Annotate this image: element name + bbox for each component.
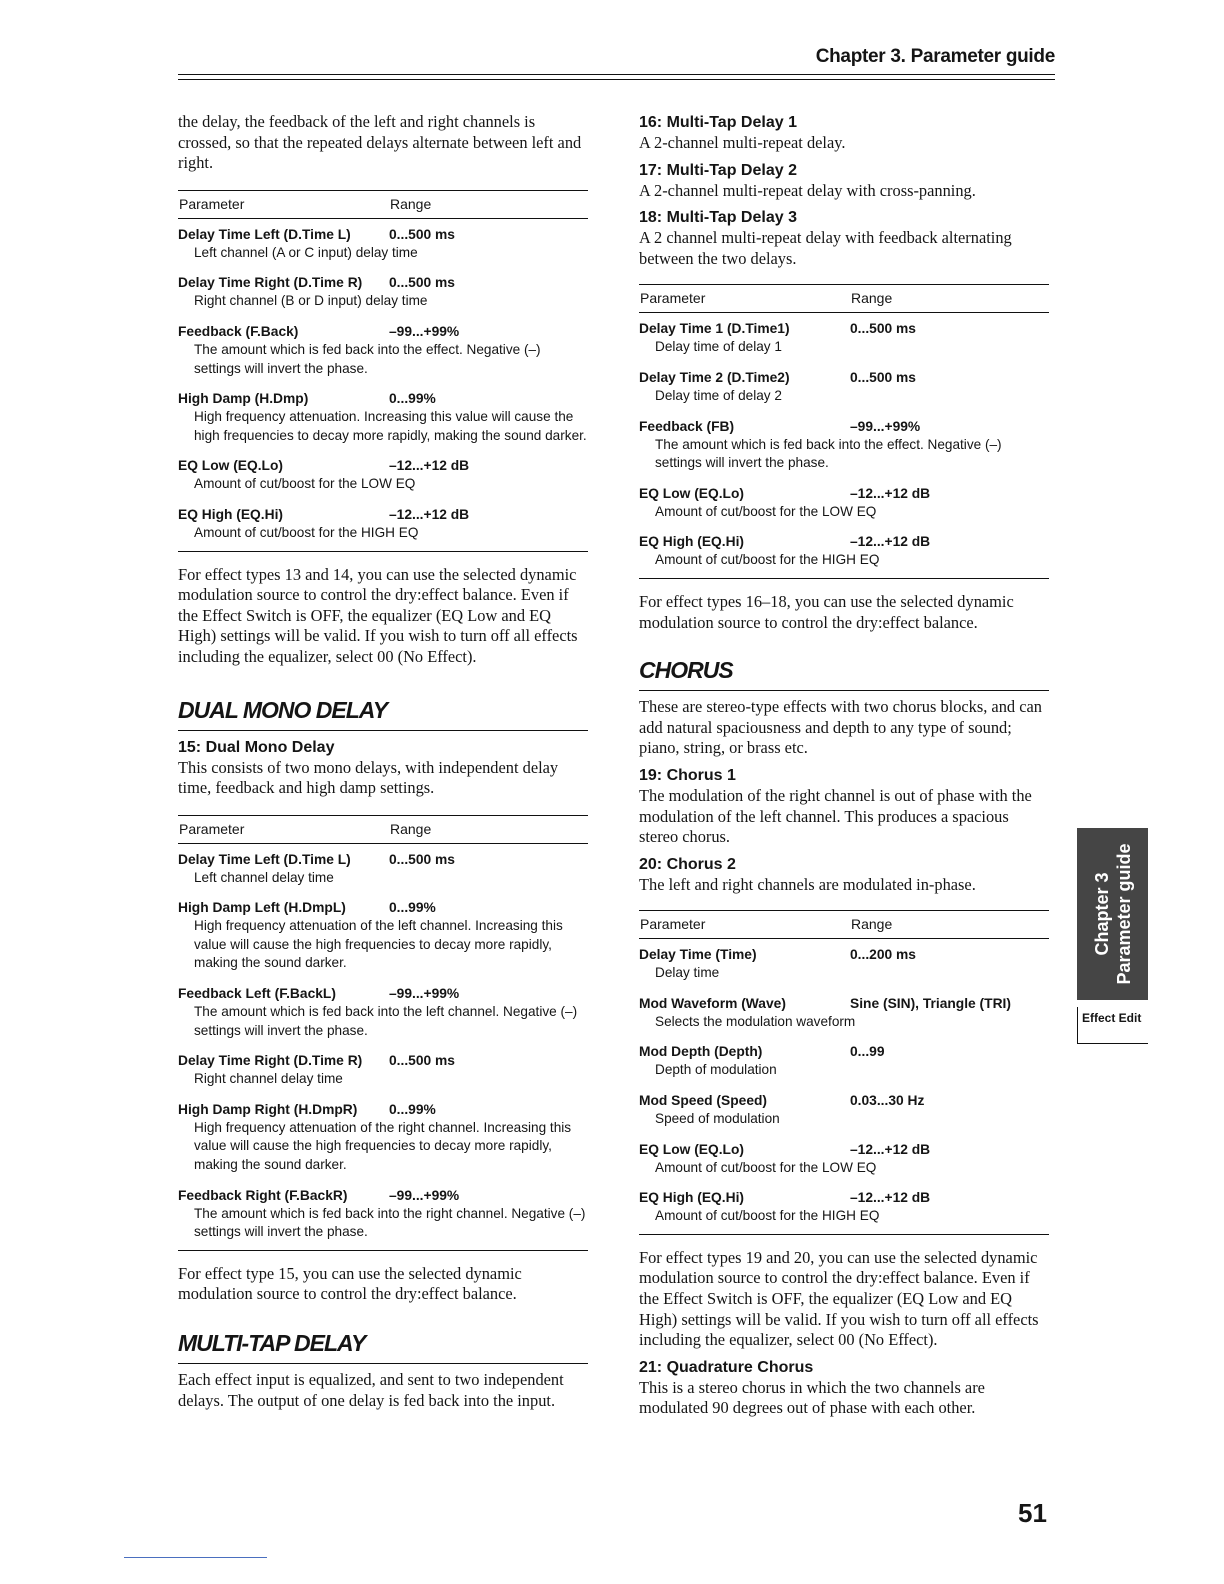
- parameter-table: [178, 190, 588, 552]
- table-row: [639, 478, 1049, 527]
- effect-description: A 2 channel multi-repeat delay with feedback alternating between the two delays.: [639, 228, 1012, 268]
- parameter-range: 0...99%: [389, 900, 436, 916]
- parameter-range: 0.03...30 Hz: [850, 1093, 925, 1109]
- table-row: [178, 1045, 588, 1094]
- table-row: [639, 1134, 1049, 1183]
- column-header-parameter: Parameter: [640, 290, 706, 307]
- header-rule: [178, 74, 1055, 75]
- parameter-description: High frequency attenuation of the left channel. Increasing this value will cause the high frequencies to decay more rapidly, making the sound darker.: [194, 918, 563, 971]
- table-row: [639, 411, 1049, 478]
- section-title: MULTI-TAP DELAY: [178, 1330, 588, 1364]
- parameter-range: 0...99%: [389, 1101, 436, 1117]
- parameter-name: Feedback (FB): [639, 418, 735, 434]
- parameter-name: High Damp (H.Dmp): [178, 391, 309, 407]
- parameter-name: High Damp Right (H.DmpR): [178, 1101, 358, 1117]
- parameter-name: Delay Time (Time): [639, 947, 757, 963]
- table-header: [639, 285, 1049, 313]
- effect-subheading: 20: Chorus 2: [639, 855, 736, 873]
- parameter-name: Feedback Right (F.BackR): [178, 1187, 348, 1203]
- parameter-description: Amount of cut/boost for the LOW EQ: [194, 476, 416, 492]
- table-row: [639, 1085, 1049, 1134]
- effect-subheading: 18: Multi-Tap Delay 3: [639, 209, 797, 227]
- table-row: [178, 844, 588, 893]
- parameter-description: High frequency attenuation. Increasing this value will cause the high frequencies to decay more rapidly, making the sound darker.: [194, 409, 587, 443]
- parameter-description: Depth of modulation: [655, 1062, 777, 1078]
- parameter-range: –99...+99%: [850, 418, 921, 434]
- table-row: [178, 219, 588, 268]
- effect-description: A 2-channel multi-repeat delay.: [639, 133, 846, 152]
- effect-subheading: 19: Chorus 1: [639, 766, 736, 784]
- note-paragraph: For effect types 13 and 14, you can use the selected dynamic modulation source to control the dry:effect balance. Even if the Effect Switch is OFF, the equalizer (EQ Low and EQ High) settings will be valid. If you wish to turn off all effects including the equalizer, select 00 (No Effect).: [178, 564, 578, 666]
- effect-description: The modulation of the right channel is out of phase with the modulation of the left channel. This produces a spacious stereo chorus.: [639, 785, 1032, 847]
- parameter-name: EQ High (EQ.Hi): [639, 1190, 745, 1206]
- table-row: [178, 978, 588, 1045]
- table-row: [178, 383, 588, 450]
- table-row: [178, 316, 588, 383]
- parameter-range: 0...500 ms: [850, 321, 916, 337]
- parameter-range: –12...+12 dB: [850, 1141, 931, 1157]
- table-row: [178, 499, 588, 548]
- parameter-name: Delay Time 2 (D.Time2): [639, 369, 790, 385]
- effect-description: The left and right channels are modulated in-phase.: [639, 874, 976, 894]
- parameter-description: Left channel (A or C input) delay time: [194, 244, 418, 260]
- effect-subheading: 17: Multi-Tap Delay 2: [639, 161, 797, 179]
- parameter-description: Amount of cut/boost for the LOW EQ: [655, 1159, 877, 1175]
- parameter-description: The amount which is fed back into the effect. Negative (–) settings will invert the phase.: [655, 436, 1002, 471]
- parameter-description: Delay time of delay 1: [655, 339, 782, 355]
- parameter-description: Selects the modulation waveform: [655, 1013, 856, 1029]
- parameter-name: Delay Time Right (D.Time R): [178, 1053, 363, 1069]
- effect-description: This is a stereo chorus in which the two channels are modulated 90 degrees out of phase with each other.: [639, 1377, 985, 1418]
- parameter-description: Amount of cut/boost for the HIGH EQ: [194, 524, 419, 540]
- effect-description: This consists of two mono delays, with independent delay time, feedback and high damp settings.: [178, 757, 559, 798]
- table-row: [639, 362, 1049, 411]
- parameter-table: [178, 815, 588, 1251]
- effect-description: A 2-channel multi-repeat delay with cross-panning.: [639, 180, 976, 200]
- parameter-range: 0...500 ms: [389, 1053, 455, 1069]
- parameter-range: 0...200 ms: [850, 947, 916, 963]
- effect-subheading: 16: Multi-Tap Delay 1: [639, 114, 797, 131]
- chapter-title: Chapter 3. Parameter guide: [815, 46, 1055, 67]
- parameter-range: –12...+12 dB: [850, 534, 931, 550]
- table-row: [178, 267, 588, 316]
- table-row: [178, 892, 588, 978]
- parameter-range: Sine (SIN), Triangle (TRI): [850, 995, 1011, 1011]
- table-row: [639, 1182, 1049, 1231]
- parameter-table: [639, 284, 1049, 579]
- parameter-name: Delay Time Left (D.Time L): [178, 851, 351, 867]
- parameter-name: Delay Time Left (D.Time L): [178, 226, 351, 242]
- parameter-name: EQ Low (EQ.Lo): [639, 485, 744, 501]
- parameter-description: The amount which is fed back into the left channel. Negative (–) settings will invert the phase.: [194, 1004, 578, 1038]
- parameter-description: Right channel delay time: [194, 1071, 343, 1087]
- parameter-description: Left channel delay time: [194, 869, 334, 885]
- table-row: [639, 988, 1049, 1037]
- parameter-name: EQ Low (EQ.Lo): [178, 458, 283, 474]
- chapter-side-tab: [1077, 828, 1148, 1000]
- parameter-range: –12...+12 dB: [850, 1190, 931, 1206]
- table-header: [639, 911, 1049, 939]
- note-paragraph: For effect types 16–18, you can use the selected dynamic modulation source to control the dry:effect balance.: [639, 591, 1014, 632]
- section-title: DUAL MONO DELAY: [178, 697, 588, 731]
- parameter-range: –99...+99%: [389, 986, 460, 1002]
- parameter-range: –99...+99%: [389, 323, 460, 339]
- column-header-range: Range: [851, 290, 893, 307]
- table-header: [178, 191, 588, 219]
- parameter-range: –12...+12 dB: [850, 485, 931, 501]
- left-column: [178, 112, 588, 1411]
- column-header-parameter: Parameter: [640, 916, 706, 933]
- parameter-description: Delay time: [655, 965, 720, 981]
- parameter-range: –12...+12 dB: [389, 506, 470, 522]
- table-row: [178, 450, 588, 499]
- section-description: These are stereo-type effects with two chorus blocks, and can add natural spaciousness and depth to any type of sound; piano, string, or brass etc.: [639, 697, 1042, 758]
- table-row: [178, 1094, 588, 1180]
- table-row: [639, 526, 1049, 575]
- column-header-range: Range: [851, 916, 893, 933]
- section-description: Each effect input is equalized, and sent to two independent delays. The output of one delay is fed back into the input.: [178, 1370, 564, 1410]
- parameter-range: –99...+99%: [389, 1187, 460, 1203]
- intro-paragraph: the delay, the feedback of the left and right channels is crossed, so that the repeated delays alternate between left and right.: [178, 112, 582, 173]
- parameter-name: EQ Low (EQ.Lo): [639, 1141, 744, 1157]
- parameter-range: 0...500 ms: [389, 851, 455, 867]
- parameter-description: Speed of modulation: [655, 1111, 780, 1127]
- parameter-range: 0...99%: [389, 391, 436, 407]
- parameter-description: Amount of cut/boost for the LOW EQ: [655, 503, 877, 519]
- parameter-description: Delay time of delay 2: [655, 387, 782, 403]
- column-header-range: Range: [390, 195, 432, 212]
- parameter-range: 0...500 ms: [850, 369, 916, 385]
- parameter-description: Right channel (B or D input) delay time: [194, 293, 428, 309]
- table-row: [639, 1036, 1049, 1085]
- column-header-parameter: Parameter: [179, 195, 245, 212]
- parameter-name: EQ High (EQ.Hi): [639, 534, 745, 550]
- parameter-range: 0...500 ms: [389, 226, 455, 242]
- parameter-name: Delay Time Right (D.Time R): [178, 275, 363, 291]
- effect-subheading: 21: Quadrature Chorus: [639, 1358, 814, 1376]
- side-tab-chapter: Chapter 3: [1091, 872, 1112, 956]
- parameter-description: High frequency attenuation of the right channel. Increasing this value will cause the high frequencies to decay more rapidly, making the sound darker.: [194, 1119, 572, 1173]
- column-header-range: Range: [390, 820, 432, 837]
- header-rule: [178, 79, 1055, 80]
- parameter-name: Feedback (F.Back): [178, 323, 299, 339]
- parameter-description: Amount of cut/boost for the HIGH EQ: [655, 552, 880, 568]
- parameter-range: 0...500 ms: [389, 275, 455, 291]
- parameter-description: The amount which is fed back into the right channel. Negative (–) settings will invert the phase.: [194, 1205, 586, 1240]
- parameter-table: [639, 910, 1049, 1235]
- note-paragraph: For effect types 19 and 20, you can use the selected dynamic modulation source to control the dry:effect balance. Even if the Effect Switch is OFF, the equalizer (EQ Low and EQ High) settings will be valid. If you wish to turn off all effects including the equalizer, select 00 (No Effect).: [639, 1247, 1039, 1350]
- table-row: [178, 1180, 588, 1247]
- table-row: [639, 313, 1049, 362]
- parameter-name: Mod Waveform (Wave): [639, 995, 786, 1011]
- parameter-range: –12...+12 dB: [389, 458, 470, 474]
- column-header-parameter: Parameter: [179, 820, 245, 837]
- parameter-name: EQ High (EQ.Hi): [178, 506, 284, 522]
- parameter-description: Amount of cut/boost for the HIGH EQ: [655, 1208, 880, 1224]
- footer-mark: [124, 1557, 267, 1558]
- side-tab-title: Parameter guide: [1113, 843, 1134, 985]
- parameter-name: High Damp Left (H.DmpL): [178, 900, 346, 916]
- effect-subheading: 15: Dual Mono Delay: [178, 738, 335, 756]
- parameter-range: 0...99: [850, 1044, 885, 1060]
- right-column: [639, 112, 1049, 1419]
- parameter-name: Mod Speed (Speed): [639, 1093, 768, 1109]
- parameter-name: Mod Depth (Depth): [639, 1044, 763, 1060]
- table-row: [639, 939, 1049, 988]
- table-header: [178, 816, 588, 844]
- note-paragraph: For effect type 15, you can use the selected dynamic modulation source to control the dry:effect balance.: [178, 1263, 522, 1304]
- page-number: 51: [1018, 1498, 1047, 1528]
- parameter-name: Feedback Left (F.BackL): [178, 986, 336, 1002]
- section-title: CHORUS: [639, 657, 1049, 691]
- parameter-name: Delay Time 1 (D.Time1): [639, 321, 790, 337]
- side-tab-subsection: Effect Edit: [1077, 1007, 1148, 1044]
- parameter-description: The amount which is fed back into the effect. Negative (–) settings will invert the phase.: [194, 341, 541, 376]
